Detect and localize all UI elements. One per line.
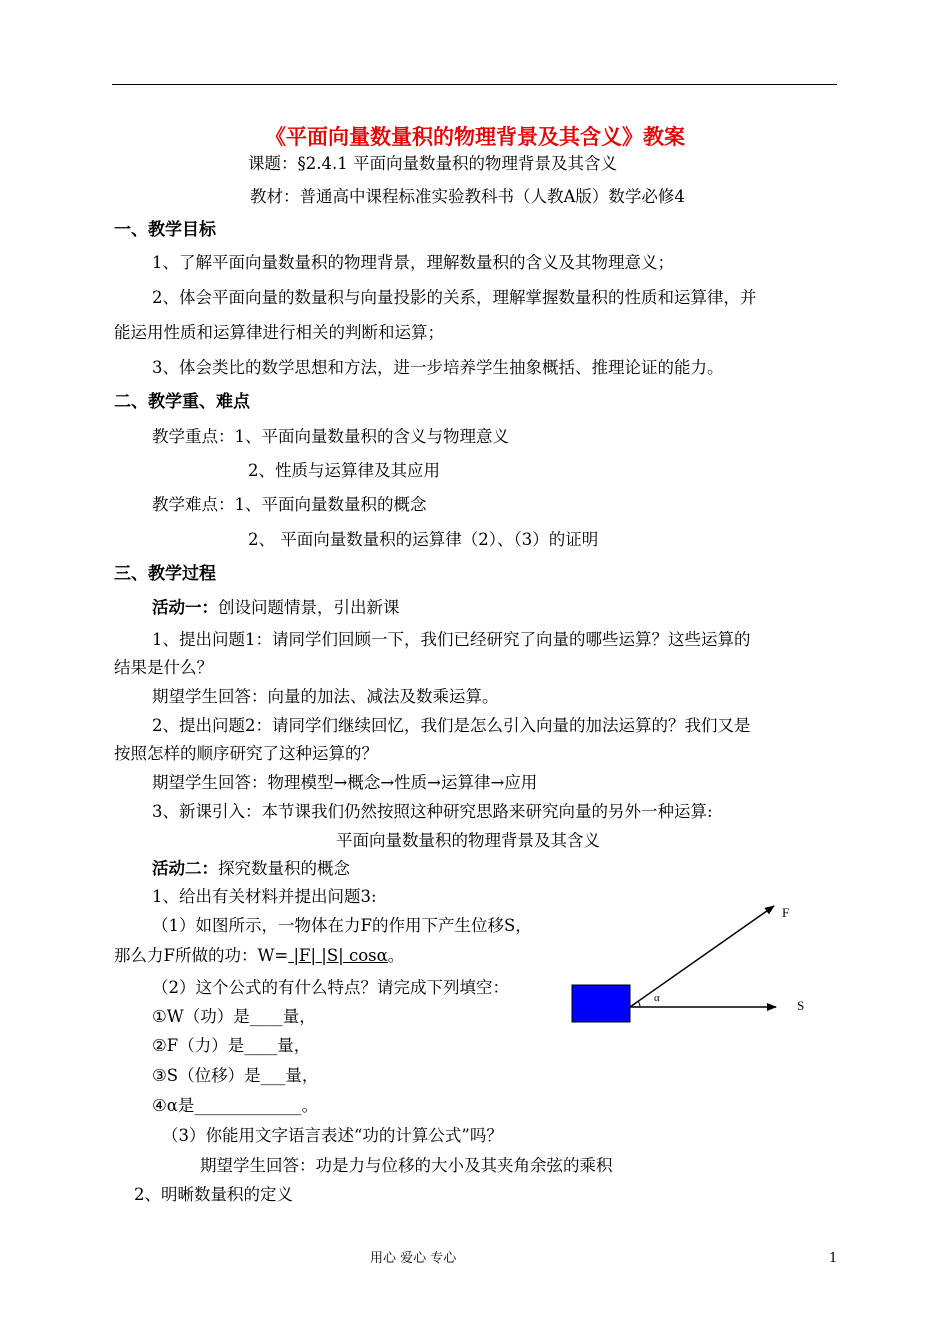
difficulty-2: 2、 平面向量数量积的运算律（2）、（3）的证明	[248, 530, 599, 549]
activity-2-label: 活动二：	[152, 859, 218, 878]
fill-blank-2: ②F（力）是____量，	[152, 1036, 311, 1055]
definition-step: 2、明晰数量积的定义	[134, 1185, 293, 1204]
section-process-heading: 三、教学过程	[114, 564, 216, 584]
problem-2: （2）这个公式的有什么特点？请完成下列填空：	[152, 978, 509, 997]
activity-2	[152, 858, 350, 880]
question-2: 2、提出问题2：请同学们继续回忆，我们是怎么引入向量的加法运算的？我们又是	[152, 716, 751, 735]
course-line: 课题：§2.4.1 平面向量数量积的物理背景及其含义	[248, 154, 617, 173]
angle-label: α	[654, 992, 660, 1004]
force-vector	[630, 906, 774, 1007]
keypoint-2: 2、性质与运算律及其应用	[248, 461, 440, 480]
fill-blank-3: ③S（位移）是___量，	[152, 1066, 319, 1085]
objective-3: 3、体会类比的数学思想和方法，进一步培养学生抽象概括、推理论证的能力。	[152, 358, 724, 377]
problem-3: （3）你能用文字语言表述“功的计算公式”吗？	[162, 1126, 503, 1145]
problem-1: （1）如图所示，一物体在力F的作用下产生位移S，	[152, 916, 532, 935]
work-formula-suffix: 。	[387, 946, 405, 965]
new-lesson-topic: 平面向量数量积的物理背景及其含义	[336, 831, 600, 850]
objective-1: 1、了解平面向量数量积的物理背景，理解数量积的含义及其物理意义；	[152, 253, 674, 272]
force-displacement-diagram	[568, 900, 818, 1030]
new-lesson-intro: 3、新课引入：本节课我们仍然按照这种研究思路来研究向量的另外一种运算:	[152, 802, 713, 821]
displacement-label: S	[797, 998, 805, 1013]
work-formula: |F| |S| cosα	[288, 946, 388, 965]
page-number: 1	[829, 1251, 838, 1266]
material-1: 1、给出有关材料并提出问题3:	[152, 887, 377, 906]
difficulty-1: 教学难点：1、平面向量数量积的概念	[152, 495, 427, 514]
answer-1: 期望学生回答：向量的加法、减法及数乘运算。	[152, 687, 499, 706]
object-box	[572, 985, 630, 1022]
section-objectives-heading: 一、教学目标	[114, 220, 216, 240]
objective-2: 2、体会平面向量的数量积与向量投影的关系，理解掌握数量积的性质和运算律，并	[152, 288, 757, 307]
activity-1	[152, 597, 400, 619]
document-title: 《平面向量数量积的物理背景及其含义》教案	[265, 124, 685, 149]
work-formula-line	[114, 945, 404, 967]
footer-slogan: 用心 爱心 专心	[370, 1251, 457, 1266]
question-1-cont: 结果是什么？	[114, 658, 213, 677]
keypoint-1: 教学重点：1、平面向量数量积的含义与物理意义	[152, 427, 509, 446]
activity-1-text: 创设问题情景，引出新课	[218, 598, 400, 617]
answer-3: 期望学生回答：功是力与位移的大小及其夹角余弦的乘积	[200, 1156, 613, 1175]
textbook-line: 教材：普通高中课程标准实验教科书（人教A版）数学必修4	[250, 187, 685, 206]
angle-arc	[638, 1001, 640, 1007]
question-2-cont: 按照怎样的顺序研究了这种运算的？	[114, 744, 378, 763]
force-label: F	[782, 905, 790, 920]
section-keypoints-heading: 二、教学重、难点	[114, 392, 250, 412]
question-1: 1、提出问题1：请同学们回顾一下，我们已经研究了向量的哪些运算？这些运算的	[152, 630, 751, 649]
objective-2-cont: 能运用性质和运算律进行相关的判断和运算；	[114, 323, 444, 342]
work-formula-prefix: 那么力F所做的功：W=	[114, 946, 289, 965]
answer-2: 期望学生回答：物理模型→概念→性质→运算律→应用	[152, 773, 538, 792]
fill-blank-1: ①W（功）是____量，	[152, 1007, 316, 1026]
activity-1-label: 活动一：	[152, 598, 218, 617]
fill-blank-4: ④α是_____________。	[152, 1096, 319, 1115]
activity-2-text: 探究数量积的概念	[218, 859, 350, 878]
header-rule	[112, 84, 837, 85]
